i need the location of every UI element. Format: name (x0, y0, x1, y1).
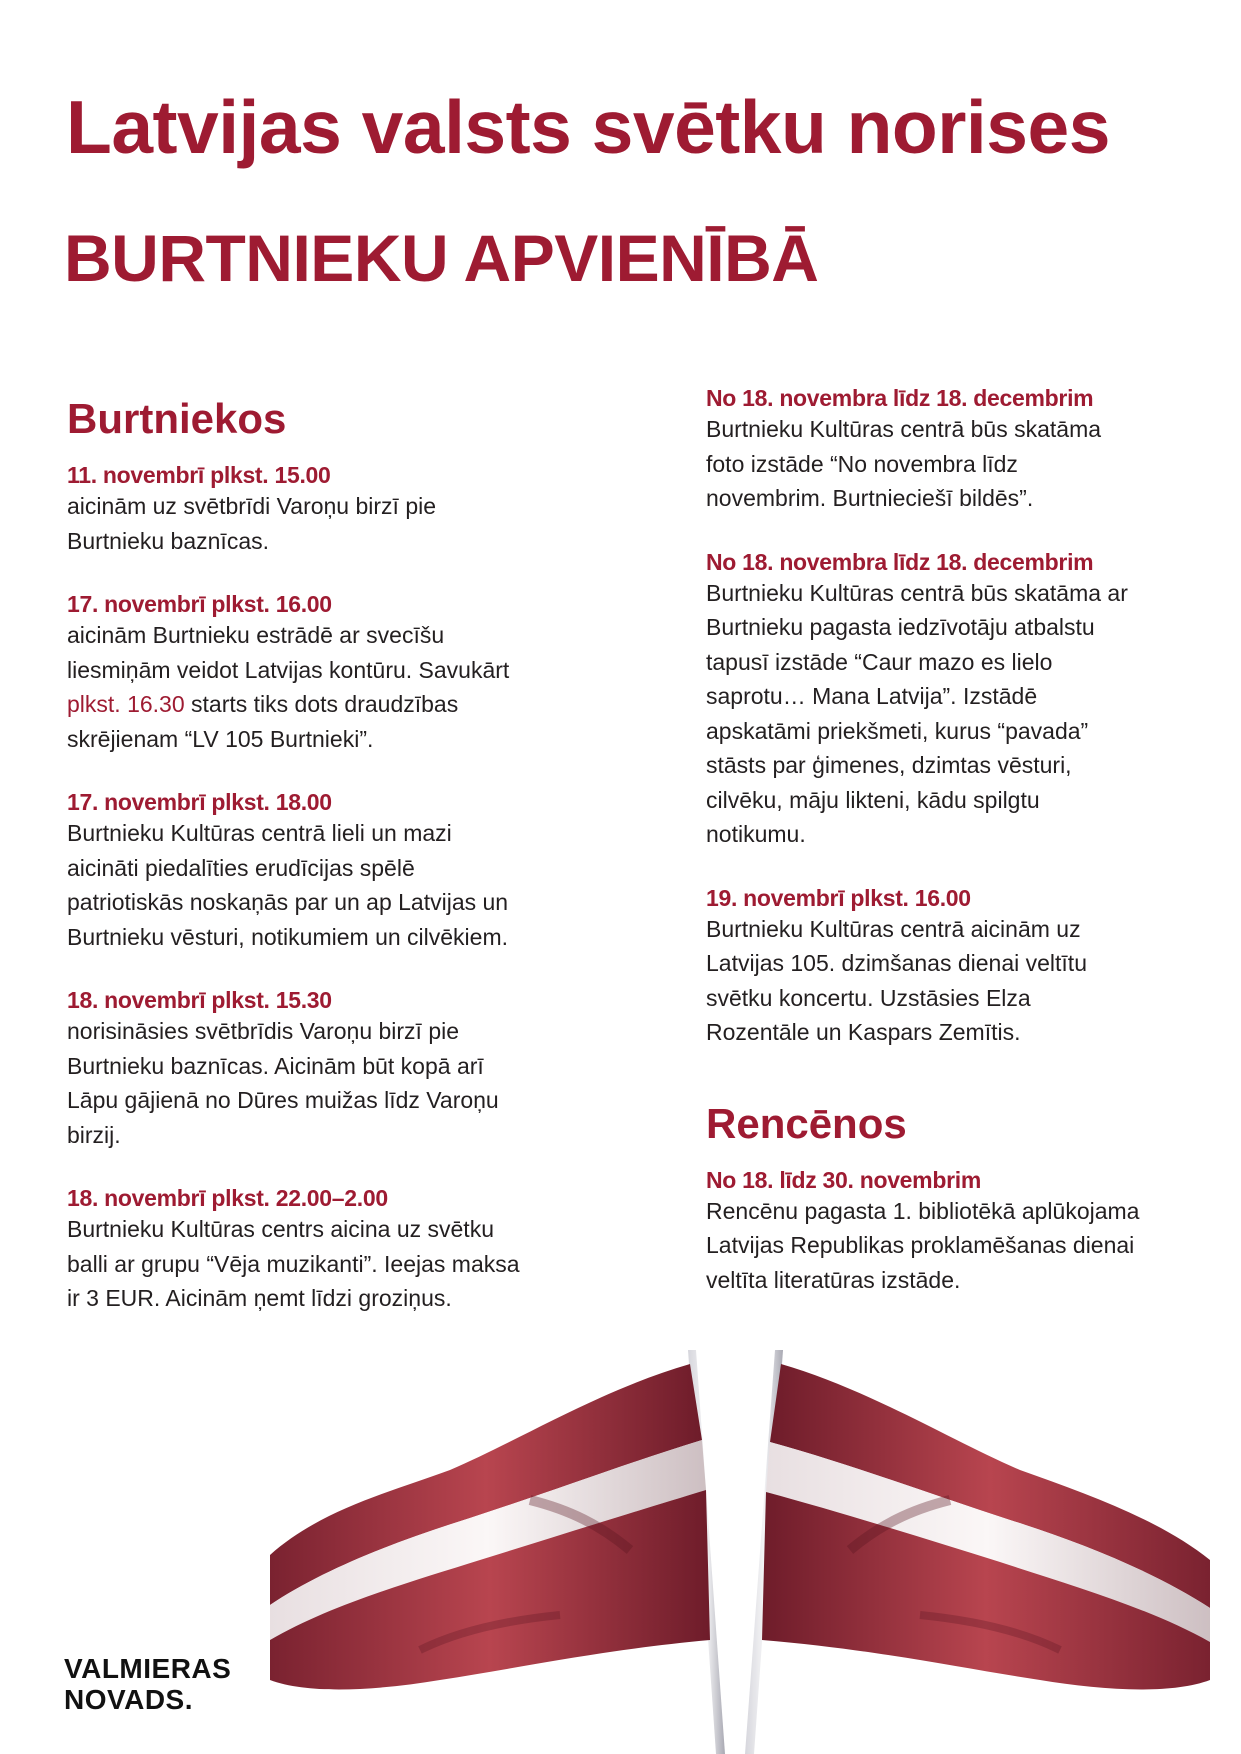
event-item (67, 590, 587, 756)
event-date: 11. novembrī plkst. 15.00 (67, 462, 331, 488)
event-item (706, 884, 1226, 1050)
event-description: aicinām uz svētbrīdi Varoņu birzī pie Burtnieku baznīcas. (67, 493, 437, 554)
page-title: Latvijas valsts svētku norises (66, 85, 1110, 169)
event-item (706, 548, 1226, 852)
event-date: 18. novembrī plkst. 22.00–2.00 (67, 1185, 388, 1211)
event-text-part: starts tiks dots draudzības skrējienam “LV 105 Burtnieki”. (67, 691, 459, 752)
event-date: No 18. līdz 30. novembrim (706, 1166, 981, 1193)
right-column (706, 384, 1226, 1329)
event-description: Burtnieku Kultūras centrā būs skatāma foto izstāde “No novembra līdz novembrim. Burtnieciešī bildēs”. (706, 416, 1102, 511)
event-date: 19. novembrī plkst. 16.00 (706, 884, 971, 911)
flag-left (270, 1364, 710, 1689)
event-description: Burtnieku Kultūras centrā aicinām uz Latvijas 105. dzimšanas dienai veltītu svētku koncertu. Uzstāsies Elza Rozentāle un Kaspars Zemītis. (706, 915, 1087, 1045)
latvian-flags-image (270, 1350, 1210, 1754)
page-subtitle: BURTNIEKU APVIENĪBĀ (64, 221, 819, 295)
event-description: norisināsies svētbrīdis Varoņu birzī pie Burtnieku baznīcas. Aicinām būt kopā arī Lāpu gājienā no Dūres muižas līdz Varoņu birzij. (67, 1018, 499, 1148)
event-description: Burtnieku Kultūras centrā lieli un mazi aicināti piedalīties erudīcijas spēlē patriotiskās noskaņās par un ap Latvijas un Burtnieku vēsturi, notikumiem un cilvēkiem. (67, 820, 509, 950)
event-date: No 18. novembra līdz 18. decembrim (706, 548, 1094, 575)
event-time-highlight: plkst. 16.30 (67, 691, 185, 717)
event-item (706, 1166, 1226, 1298)
event-description (67, 618, 587, 756)
event-item (706, 384, 1226, 516)
event-description: Burtnieku Kultūras centrā būs skatāma ar Burtnieku pagasta iedzīvotāju atbalstu tapusī izstāde “Caur mazo es lielo saprotu… Mana Latvija”. Izstādē apskatāmi priekšmeti, kurus “pavada” stāsts par ģimenes, dzimtas vēsturi, cilvēku, māju likteni, kādu spilgtu notikumu. (706, 579, 1128, 847)
event-item (67, 788, 587, 954)
event-item (67, 461, 587, 558)
valmieras-novads-logo (64, 1653, 231, 1715)
event-date: 17. novembrī plkst. 18.00 (67, 789, 332, 815)
event-date: 17. novembrī plkst. 16.00 (67, 591, 332, 617)
event-date: No 18. novembra līdz 18. decembrim (706, 385, 1094, 411)
event-description: Rencēnu pagasta 1. bibliotēkā aplūkojama Latvijas Republikas proklamēšanas dienai veltīta literatūras izstāde. (706, 1197, 1140, 1293)
left-column (67, 393, 587, 1348)
section-heading-rencenos: Rencēnos (706, 1099, 907, 1147)
flag-right (762, 1364, 1210, 1689)
event-item (67, 1184, 587, 1316)
event-description: Burtnieku Kultūras centrs aicina uz svētku balli ar grupu “Vēja muzikanti”. Ieejas maksa ir 3 EUR. Aicinām ņemt līdzi groziņus. (67, 1216, 520, 1311)
event-date: 18. novembrī plkst. 15.30 (67, 987, 332, 1013)
event-item (67, 986, 587, 1152)
section-rencenos (706, 1098, 1226, 1298)
section-heading-burtniekos: Burtniekos (67, 395, 287, 442)
logo-line-2: NOVADS. (64, 1684, 193, 1715)
logo-line-1: VALMIERAS (64, 1653, 232, 1684)
event-text-part: aicinām Burtnieku estrādē ar svecīšu liesmiņām veidot Latvijas kontūru. Savukārt (67, 622, 510, 683)
